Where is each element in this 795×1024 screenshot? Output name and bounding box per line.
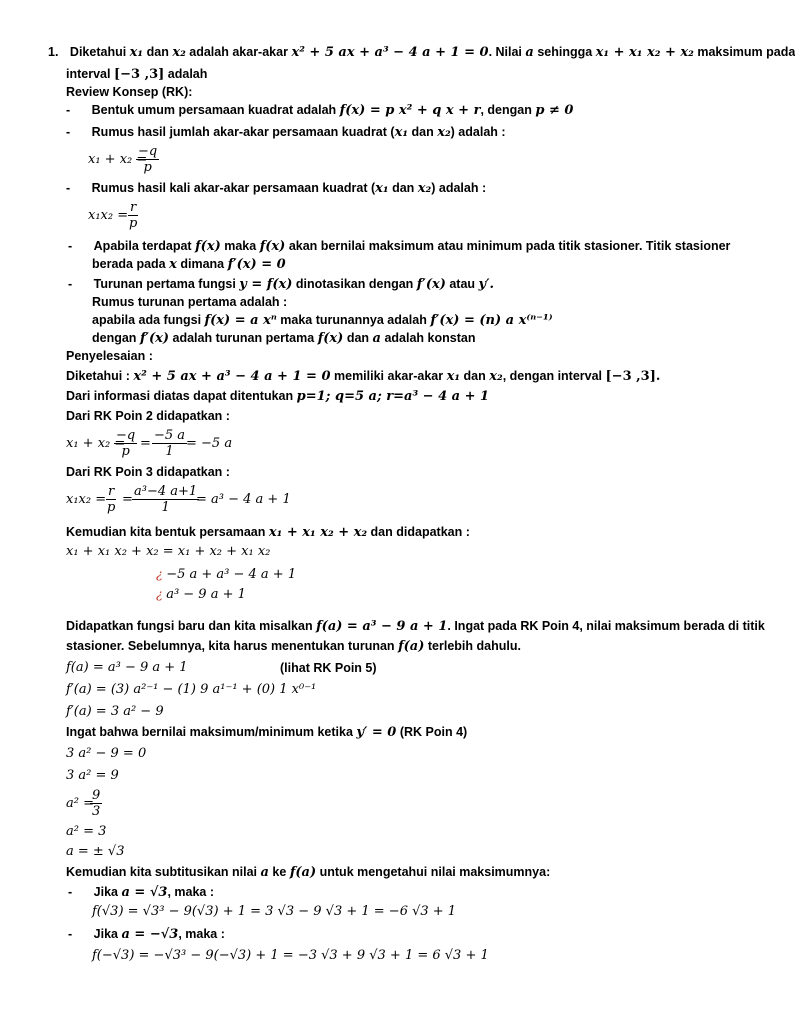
math-case-2: a = −√3 [121, 927, 179, 942]
sum-fraction-2 [152, 428, 187, 459]
fraction-denominator: p [106, 500, 116, 515]
product-fraction-1 [106, 484, 116, 515]
math-condition: p ≠ 0 [535, 103, 574, 118]
solution-text: stasioner. Sebelumnya, kita harus menentukan turunan [66, 639, 395, 653]
math-yprime-zero: y′ = 0 [356, 725, 397, 740]
equation-step-2: 3 a² = 9 [66, 768, 119, 783]
review-text: Bentuk umum persamaan kuadrat adalah [91, 103, 337, 117]
fraction-numerator: −5 a [154, 428, 186, 443]
solution-text: Diketahui : [66, 369, 130, 383]
math-a: a [525, 45, 534, 60]
fraction-denominator: 1 [161, 500, 170, 515]
problem-text: Diketahui [69, 45, 127, 59]
fraction-numerator: −q [138, 144, 158, 159]
math-a: a [372, 331, 381, 346]
sum-formula-lhs: x₁ + x₂ = [88, 152, 148, 167]
math-equation: x² + 5 ax + a³ − 4 a + 1 = 0 [291, 45, 489, 60]
solution-rk3: Dari RK Poin 3 didapatkan : [66, 465, 230, 479]
new-function-line-2 [66, 638, 521, 655]
fraction-numerator: r [130, 200, 137, 215]
stationary-reminder [66, 724, 467, 741]
fraction-denominator: 3 [92, 804, 101, 819]
math-x: x [169, 257, 177, 272]
equals-sign: = [140, 436, 151, 451]
review-text: Rumus hasil jumlah akar-akar persamaan kuadrat ( [91, 125, 395, 139]
fraction-numerator: −q [116, 428, 136, 443]
math-fx: f(x) [259, 239, 286, 254]
math-coefficients: p=1; q=5 a; r=a³ − 4 a + 1 [296, 389, 490, 404]
solution-text: memiliki akar-akar [334, 369, 444, 383]
equation-step-4: a² = 3 [66, 824, 107, 839]
equals-sign: = [122, 492, 133, 507]
review-item-5-rule [92, 312, 553, 329]
fraction-numerator: a³−4 a+1 [134, 484, 198, 499]
case-2: - Jika a = −√3, maka : [68, 927, 225, 942]
product-result: = a³ − 4 a + 1 [196, 492, 291, 507]
solution-text: dan [463, 369, 486, 383]
solution-text: dan didapatkan : [370, 525, 470, 539]
equation-step-3-lhs: a² = [66, 796, 94, 811]
math-target: x₁ + x₁ x₂ + x₂ [268, 525, 368, 540]
sum-formula-fraction [136, 144, 159, 175]
math-x2: x₂ [489, 369, 503, 384]
math-equation: x² + 5 ax + a³ − 4 a + 1 = 0 [133, 369, 331, 384]
review-text: dan [392, 181, 415, 195]
equation-step-1: 3 a² − 9 = 0 [66, 746, 147, 761]
review-text: atau [449, 277, 476, 291]
math-interval: [−3 ,3]. [605, 369, 661, 384]
product-formula-lhs: x₁x₂ = [88, 208, 129, 223]
review-text: ) adalah : [450, 125, 506, 139]
review-text: dimana [180, 257, 225, 271]
review-text: maka [224, 239, 257, 253]
review-text: dengan [92, 331, 137, 345]
case-1: - Jika a = √3, maka : [68, 885, 215, 900]
substitution-mark: ¿ [156, 586, 163, 601]
math-fa: f(a) [398, 639, 425, 654]
review-item-5-formula-title: Rumus turunan pertama adalah : [92, 295, 288, 309]
solution-text: Jika [93, 885, 118, 899]
review-text: apabila ada fungsi [92, 313, 202, 327]
review-text: dan [346, 331, 370, 345]
step-3 [156, 586, 246, 603]
math-yprime: y′. [478, 277, 495, 292]
math-x2: x₂ [172, 45, 186, 60]
solution-rk2: Dari RK Poin 2 didapatkan : [66, 409, 230, 423]
review-text: , dengan [480, 103, 532, 117]
review-item-4-cont [92, 256, 286, 273]
sum-result: = −5 a [186, 436, 233, 451]
solution-text: . Ingat pada RK Poin 4, nilai maksimum berada di titik [447, 619, 765, 633]
math-new-function: f(a) = a³ − 9 a + 1 [316, 619, 448, 634]
math-x1: x₁ [446, 369, 461, 384]
solution-info [66, 388, 489, 405]
solution-text: terlebih dahulu. [427, 639, 521, 653]
math-x1: x₁ [375, 181, 389, 196]
math-target: x₁ + x₁ x₂ + x₂ [595, 45, 694, 60]
review-item-3: - Rumus hasil kali akar-akar persamaan kuadrat (x₁ dan x₂) adalah : [66, 181, 487, 196]
math-fprime: f′(x) [416, 277, 446, 292]
math-x2: x₂ [437, 125, 451, 140]
case-1-calculation: f(√3) = √3³ − 9(√3) + 1 = 3 √3 − 9 √3 + 1 = −6 √3 + 1 [92, 904, 457, 919]
solution-heading: Penyelesaian : [66, 349, 153, 363]
product-fraction-2 [132, 484, 199, 515]
solution-text: , dengan interval [502, 369, 603, 383]
review-item-2: - Rumus hasil jumlah akar-akar persamaan kuadrat (x₁ dan x₂) adalah : [66, 125, 506, 140]
review-text: maka turunannya adalah [280, 313, 427, 327]
new-function-line-1 [66, 618, 765, 635]
math-fx: f(x) [317, 331, 344, 346]
solution-text: ke [272, 865, 287, 879]
review-item-5: - Turunan pertama fungsi y = f(x) dinotasikan dengan f′(x) atau y′. [68, 277, 495, 292]
step-1: x₁ + x₁ x₂ + x₂ = x₁ + x₂ + x₁ x₂ [66, 544, 271, 559]
solution-text: Dari informasi diatas dapat ditentukan [66, 389, 294, 403]
problem-number: 1. [48, 45, 59, 59]
review-text: ) adalah : [431, 181, 487, 195]
derivative-step-3: f′(a) = 3 a² − 9 [66, 704, 164, 719]
review-text: Apabila terdapat [93, 239, 192, 253]
equation-step-5: a = ± √3 [66, 844, 125, 859]
solution-text: , maka : [178, 927, 225, 941]
solution-text: Jika [93, 927, 118, 941]
solution-given [66, 368, 660, 385]
fraction-denominator: p [121, 444, 130, 459]
math-y-fx: y = f(x) [239, 277, 293, 292]
problem-line-2 [66, 66, 207, 83]
review-item-4: - Apabila terdapat f(x) maka f(x) akan bernilai maksimum atau minimum pada titik stasioner. Titik stasioner [68, 239, 731, 254]
problem-text: . Nilai [488, 45, 522, 59]
math-interval: [−3 ,3] [113, 67, 165, 82]
solution-text: (RK Poin 4) [399, 725, 468, 739]
solution-text: , maka : [167, 885, 215, 899]
fraction-denominator: 1 [165, 444, 174, 459]
review-text: adalah konstan [384, 331, 476, 345]
solution-text: Ingat bahwa bernilai maksimum/minimum ketika [66, 725, 353, 739]
review-item-5-note [92, 330, 475, 347]
problem-text: maksimum pada [697, 45, 795, 59]
math-x1: x₁ [394, 125, 409, 140]
problem-text: adalah akar-akar [189, 45, 288, 59]
math-stationary-condition: f′(x) = 0 [227, 257, 286, 272]
equation-step-3-fraction [90, 788, 102, 819]
substitution-mark: ¿ [156, 566, 163, 581]
math-fa: f(a) [289, 865, 317, 880]
review-text: akan bernilai maksimum atau minimum pada titik stasioner. Titik stasioner [288, 239, 731, 253]
review-text: Turunan pertama fungsi [93, 277, 236, 291]
review-text: adalah turunan pertama [172, 331, 315, 345]
math-case-1: a = √3 [121, 885, 168, 900]
product-formula-fraction [128, 200, 138, 231]
derivative-step-2: f′(a) = (3) a²⁻¹ − (1) 9 a¹⁻¹ + (0) 1 x⁰⁻¹ [66, 682, 317, 697]
math-general-form: f(x) = p x² + q x + r [339, 103, 481, 118]
problem-text: dan [146, 45, 169, 59]
review-item-1: - Bentuk umum persamaan kuadrat adalah f(x) = p x² + q x + r, dengan p ≠ 0 [66, 103, 574, 118]
substitution-intro [66, 864, 550, 881]
review-text: dan [411, 125, 434, 139]
step-2 [156, 566, 296, 583]
derivative-note: (lihat RK Poin 5) [280, 661, 377, 675]
sum-lhs: x₁ + x₂ = [66, 436, 126, 451]
product-lhs: x₁x₂ = [66, 492, 107, 507]
solution-text: Kemudian kita bentuk persamaan [66, 525, 266, 539]
review-text: berada pada [92, 257, 166, 271]
problem-text: adalah [167, 67, 208, 81]
problem-line-1 [48, 44, 795, 61]
problem-text: sehingga [537, 45, 593, 59]
solution-form [66, 524, 470, 541]
derivative-step-1: f(a) = a³ − 9 a + 1 [66, 660, 188, 675]
solution-text: Kemudian kita subtitusikan nilai [66, 865, 258, 879]
math-x1: x₁ [129, 45, 144, 60]
review-heading: Review Konsep (RK): [66, 85, 193, 99]
fraction-denominator: p [143, 160, 152, 175]
math-x2: x₂ [417, 181, 432, 196]
math-a: a [260, 865, 269, 880]
math-step: a³ − 9 a + 1 [166, 587, 246, 602]
solution-text: Didapatkan fungsi baru dan kita misalkan [66, 619, 313, 633]
solution-text: untuk mengetahui nilai maksimumnya: [319, 865, 551, 879]
math-fx: f(x) [195, 239, 221, 254]
math-power-rule: f′(x) = (n) a x⁽ⁿ⁻¹⁾ [430, 313, 553, 328]
review-text: Rumus hasil kali akar-akar persamaan kuadrat ( [91, 181, 376, 195]
review-text: dinotasikan dengan [295, 277, 414, 291]
math-fprime: f′(x) [139, 331, 170, 346]
sum-fraction-1 [114, 428, 137, 459]
math-step: −5 a + a³ − 4 a + 1 [166, 567, 297, 582]
fraction-numerator: 9 [92, 788, 101, 803]
fraction-numerator: r [108, 484, 115, 499]
problem-text: interval [66, 67, 111, 81]
math-power-function: f(x) = a xⁿ [204, 313, 277, 328]
fraction-denominator: p [128, 216, 138, 231]
case-2-calculation: f(−√3) = −√3³ − 9(−√3) + 1 = −3 √3 + 9 √3 + 1 = 6 √3 + 1 [92, 948, 489, 963]
